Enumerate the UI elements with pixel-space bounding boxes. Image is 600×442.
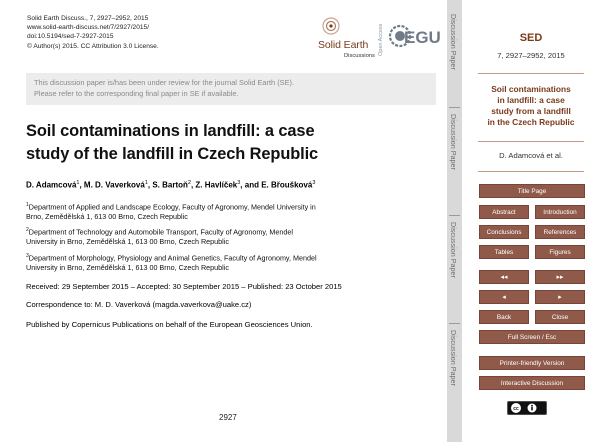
- doi-line: doi:10.5194/sed-7-2927-2015: [27, 33, 114, 41]
- author-separator: ,: [79, 180, 84, 190]
- sidebar-title: [462, 84, 600, 128]
- svg-text:cc: cc: [513, 406, 519, 412]
- correspondence[interactable]: Correspondence to: M. D. Vaverková (magda.vaverkova@uake.cz): [26, 300, 252, 309]
- abstract-button[interactable]: Abstract: [479, 205, 529, 219]
- sidebar-title-line: Soil contaminations: [491, 84, 571, 94]
- affiliation-text: University in Brno, Zemědělská 1, 613 00 Brno, Czech Republic: [26, 263, 229, 273]
- author-affiliation-mark: 3: [237, 180, 241, 186]
- interactive-discussion-button[interactable]: Interactive Discussion: [479, 376, 585, 390]
- conclusions-button[interactable]: Conclusions: [479, 225, 529, 239]
- author-affiliation-mark: 2: [187, 180, 191, 186]
- sidebar-divider: [478, 171, 584, 172]
- sidebar-title-line: in the Czech Republic: [487, 117, 575, 127]
- previous-page-icon[interactable]: ◂: [479, 290, 529, 304]
- author-name: D. Adamcová: [26, 180, 77, 190]
- strip-label: Discussion Paper: [449, 114, 458, 170]
- strip-label: Discussion Paper: [449, 222, 458, 278]
- paper-title: [26, 120, 436, 166]
- journal-logo: [318, 14, 441, 60]
- back-button[interactable]: Back: [479, 310, 529, 324]
- author-affiliation-mark: 3: [312, 180, 316, 186]
- affiliation-text: Department of Applied and Landscape Ecology, Faculty of Agronomy, Mendel University in: [28, 202, 316, 212]
- sidebar-title-line: in landfill: a case: [497, 95, 565, 105]
- author-affiliation-mark: 1: [76, 180, 80, 186]
- fullscreen-button[interactable]: Full Screen / Esc: [479, 330, 585, 344]
- printer-friendly-button[interactable]: Printer-friendly Version: [479, 356, 585, 370]
- figures-button[interactable]: Figures: [535, 245, 585, 259]
- affiliation-text: Department of Technology and Automobile Transport, Faculty of Agronomy, Mendel: [28, 227, 293, 237]
- strip-separator: [449, 215, 460, 216]
- affiliation-text: University in Brno, Zemědělská 1, 613 00 Brno, Czech Republic: [26, 237, 229, 247]
- sidebar-divider: [478, 141, 584, 142]
- page-number: 2927: [219, 413, 237, 422]
- citation-line: Solid Earth Discuss., 7, 2927–2952, 2015: [27, 15, 149, 22]
- publisher-note: Published by Copernicus Publications on behalf of the European Geosciences Union.: [26, 320, 313, 329]
- affiliation-text: Department of Morphology, Physiology and Animal Genetics, Faculty of Agronomy, Mendel: [28, 253, 317, 263]
- sidebar-divider: [478, 73, 584, 74]
- discussion-paper-strip: [447, 0, 462, 442]
- author-separator: ,: [190, 180, 196, 190]
- paper-metadata: [27, 14, 159, 51]
- affiliation-number: 2: [26, 227, 29, 233]
- affiliation-3: [26, 251, 317, 273]
- introduction-button[interactable]: Introduction: [535, 205, 585, 219]
- paper-title-line1: Soil contaminations in landfill: a case: [26, 122, 315, 140]
- strip-separator: [449, 107, 460, 108]
- journal-name: Solid Earth: [318, 39, 369, 51]
- author-affiliation-mark: 1: [144, 180, 148, 186]
- strip-label: Discussion Paper: [449, 330, 458, 386]
- received-dates: Received: 29 September 2015 – Accepted: 30 September 2015 – Published: 23 October 2015: [26, 282, 342, 291]
- paper-title-line2: study of the landfill in Czech Republic: [26, 145, 319, 163]
- next-page-icon[interactable]: ▸: [535, 290, 585, 304]
- first-page-icon[interactable]: ◂◂: [479, 270, 529, 284]
- last-page-icon[interactable]: ▸▸: [535, 270, 585, 284]
- affiliation-text: Brno, Zemědělská 1, 613 00 Brno, Czech Republic: [26, 212, 188, 222]
- title-page-button[interactable]: Title Page: [479, 184, 585, 198]
- review-notice: [26, 73, 436, 105]
- author-name: M. D. Vaverková: [83, 180, 145, 190]
- author-separator: ,: [147, 180, 153, 190]
- author-list: [26, 180, 315, 190]
- volume-info: 7, 2927–2952, 2015: [497, 51, 565, 60]
- review-notice-line2: Please refer to the corresponding final paper in SE if available.: [34, 89, 239, 98]
- journal-abbreviation: SED: [519, 32, 543, 44]
- affiliation-number: 3: [26, 253, 29, 259]
- egu-logo-icon: [388, 18, 441, 54]
- affiliation-number: 1: [26, 202, 29, 208]
- tables-button[interactable]: Tables: [479, 245, 529, 259]
- creative-commons-icon[interactable]: [507, 401, 547, 415]
- review-notice-line1: This discussion paper is/has been under review for the journal Solid Earth (SE).: [34, 78, 295, 87]
- solid-earth-logo-icon: [320, 16, 342, 36]
- strip-separator: [449, 323, 460, 324]
- egu-text: EGU: [404, 28, 441, 47]
- author-name: Z. Havlíček: [195, 180, 238, 190]
- license-line: © Author(s) 2015. CC Attribution 3.0 License.: [27, 42, 159, 50]
- author-separator: , and: [240, 180, 262, 190]
- url-line[interactable]: www.solid-earth-discuss.net/7/2927/2015/: [27, 24, 150, 32]
- journal-subtitle: Discussions: [344, 53, 375, 59]
- open-access-label: Open Access: [378, 23, 384, 56]
- affiliation-1: [26, 200, 316, 222]
- close-button[interactable]: Close: [535, 310, 585, 324]
- sidebar-authors: D. Adamcová et al.: [499, 151, 563, 160]
- strip-label: Discussion Paper: [449, 14, 458, 70]
- author-name: E. Břoušková: [261, 180, 313, 190]
- sidebar-title-line: study from a landfill: [491, 106, 571, 116]
- references-button[interactable]: References: [535, 225, 585, 239]
- author-name: S. Bartoň: [152, 180, 188, 190]
- affiliation-2: [26, 225, 293, 247]
